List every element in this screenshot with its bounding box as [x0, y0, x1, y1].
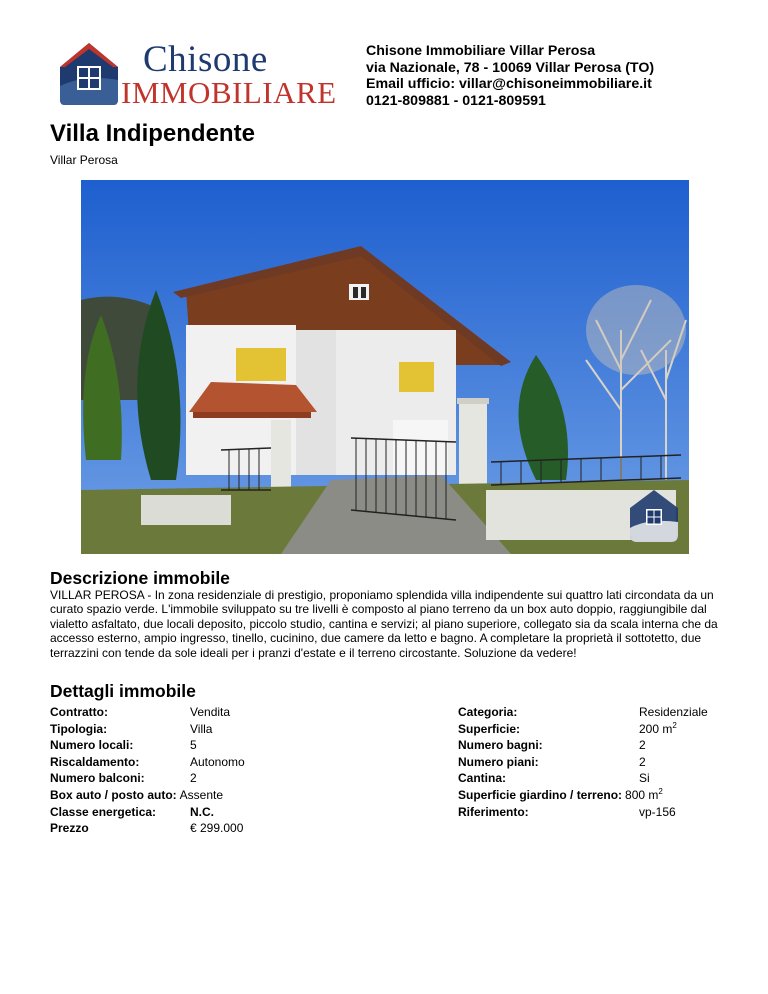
detail-label: Cantina:	[458, 771, 506, 786]
property-photo	[81, 180, 689, 554]
agency-name: Chisone Immobiliare Villar Perosa	[366, 43, 596, 59]
detail-label: Categoria:	[458, 705, 518, 719]
detail-row	[458, 737, 708, 754]
detail-value: Villa	[190, 721, 213, 736]
detail-value	[625, 787, 663, 804]
detail-label: Numero locali:	[50, 738, 134, 753]
detail-value-number: 800 m	[625, 787, 659, 802]
detail-label: Riscaldamento:	[50, 754, 140, 769]
detail-value: Vendita	[190, 705, 231, 719]
detail-value: Si	[639, 771, 650, 786]
detail-row	[50, 770, 245, 787]
detail-row	[50, 787, 245, 804]
house-photo-icon	[81, 180, 689, 554]
detail-label: Numero piani:	[458, 754, 539, 769]
detail-value-sup: 2	[658, 786, 663, 796]
detail-row	[50, 737, 245, 754]
agency-info	[366, 43, 654, 109]
logo-subtitle: IMMOBILIARE	[121, 75, 337, 110]
detail-label: Tipologia:	[50, 721, 108, 736]
detail-row	[458, 754, 708, 771]
detail-row	[50, 754, 245, 771]
detail-label: Superficie:	[458, 721, 521, 736]
agency-email: Email ufficio: villar@chisoneimmobiliare.it	[366, 76, 652, 92]
house-logo-icon	[55, 40, 123, 108]
details-heading: Dettagli immobile	[50, 681, 196, 701]
detail-row	[458, 804, 708, 821]
price-value: € 299.000	[190, 821, 244, 836]
property-location: Villar Perosa	[50, 153, 118, 167]
detail-row	[458, 721, 708, 738]
detail-row	[50, 721, 245, 738]
detail-label: Prezzo	[50, 821, 89, 836]
agency-address: via Nazionale, 78 - 10069 Villar Perosa (TO)	[366, 59, 655, 76]
detail-row	[458, 704, 708, 721]
description-heading: Descrizione immobile	[50, 568, 230, 588]
detail-label: Superficie giardino / terreno:	[458, 787, 623, 802]
detail-value: 2	[190, 771, 197, 786]
details-left-column	[50, 704, 245, 837]
detail-label: Riferimento:	[458, 804, 529, 819]
detail-value: Assente	[179, 787, 224, 802]
detail-value-sup: 2	[672, 720, 677, 730]
detail-value: 2	[639, 738, 646, 753]
detail-label: Numero balconi:	[50, 771, 145, 786]
detail-value	[639, 721, 677, 738]
description-text: VILLAR PEROSA - In zona residenziale di prestigio, proponiamo splendida villa indipendente sui quattro lati circondata da un curato spazio verde. L'immobile sviluppato su tre livelli è composto al piano terreno da un box auto doppio, raggiungibile dal vialetto asfaltato, due locali deposito, piccolo studio, cantina e servizi; al piano superiore, collegato sia da scala interna che da accesso esterno, ampio ingresso, tinello, cucinino, due camere da letto e bagno. A completare la proprietà il sottotetto, due terrazzini con tende da sole ideali per i pranzi d'estate e il terreno circostante. Soluzione da vedere!	[50, 588, 718, 660]
detail-value: Residenziale	[639, 705, 708, 719]
detail-label: Contratto:	[50, 705, 108, 719]
detail-row	[458, 770, 708, 787]
company-logo	[55, 38, 345, 110]
detail-value: Autonomo	[190, 754, 245, 769]
page-title: Villa Indipendente	[50, 120, 255, 147]
logo-name: Chisone	[143, 39, 268, 80]
detail-label: Classe energetica:	[50, 804, 157, 819]
detail-value: 5	[190, 738, 197, 753]
detail-row	[50, 704, 245, 721]
details-right-column	[458, 704, 708, 820]
detail-value: N.C.	[190, 804, 214, 819]
detail-label: Box auto / posto auto:	[50, 787, 177, 802]
detail-row	[458, 787, 708, 804]
detail-label: Numero bagni:	[458, 738, 543, 753]
detail-value: 2	[639, 754, 646, 769]
detail-value-number: 200 m	[639, 721, 673, 736]
detail-row	[50, 820, 245, 837]
agency-phones: 0121-809881 - 0121-809591	[366, 92, 546, 109]
detail-value: vp-156	[639, 804, 676, 819]
detail-row	[50, 804, 245, 821]
